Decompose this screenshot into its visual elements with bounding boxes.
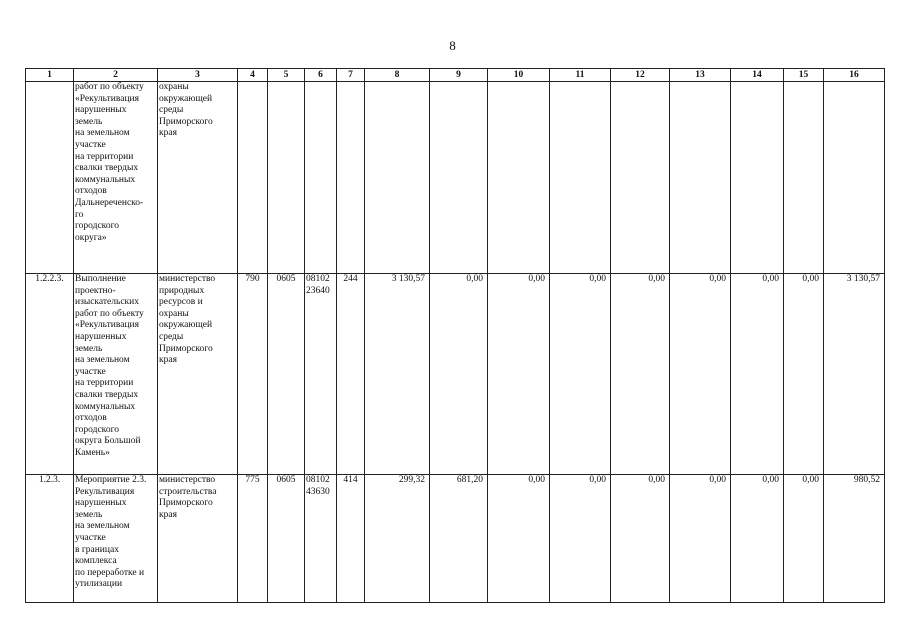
cell-c15	[784, 82, 824, 274]
cell-c5: 0605	[268, 274, 305, 475]
cell-c9	[430, 82, 488, 274]
cell-c10: 0,00	[488, 274, 550, 475]
row-id: 1.2.3.	[26, 475, 74, 603]
cell-c4: 775	[238, 475, 268, 603]
cell-c7	[337, 82, 365, 274]
cell-c14: 0,00	[731, 475, 784, 603]
cell-c13: 0,00	[670, 475, 731, 603]
header-cell: 13	[670, 69, 731, 82]
header-cell: 8	[365, 69, 430, 82]
row-id: 1.2.2.3.	[26, 274, 74, 475]
header-cell: 4	[238, 69, 268, 82]
table-row	[26, 274, 885, 475]
cell-c16: 3 130,57	[824, 274, 885, 475]
cell-c15: 0,00	[784, 274, 824, 475]
table-row	[26, 82, 885, 274]
cell-c6: 08102 23640	[305, 274, 337, 475]
cell-c5	[268, 82, 305, 274]
row-name: Мероприятие 2.3. Рекультивация нарушенных земель на земельном участке в границах комплекса по переработке и утилизации	[74, 475, 158, 603]
cell-c7: 414	[337, 475, 365, 603]
cell-c13	[670, 82, 731, 274]
cell-c15: 0,00	[784, 475, 824, 603]
cell-c8: 3 130,57	[365, 274, 430, 475]
page-number: 8	[449, 38, 456, 53]
header-cell: 15	[784, 69, 824, 82]
row-name: Выполнение проектно- изыскательских работ по объекту «Рекультивация нарушенных земель на земельном участке на территории свалки твердых коммунальных отходов городского округа Большой Камень»	[74, 274, 158, 475]
cell-c11	[550, 82, 611, 274]
header-cell: 9	[430, 69, 488, 82]
cell-c9: 0,00	[430, 274, 488, 475]
header-cell: 7	[337, 69, 365, 82]
row-id	[26, 82, 74, 274]
cell-c8: 299,32	[365, 475, 430, 603]
cell-c7: 244	[337, 274, 365, 475]
row-executor: министерство строительства Приморского края	[158, 475, 238, 603]
header-cell: 3	[158, 69, 238, 82]
cell-c4	[238, 82, 268, 274]
row-name: работ по объекту «Рекультивация нарушенных земель на земельном участке на территории свалки твердых коммунальных отходов Дальнереченско- го городского округа»	[74, 82, 158, 274]
header-cell: 1	[26, 69, 74, 82]
cell-c8	[365, 82, 430, 274]
cell-c12: 0,00	[611, 475, 670, 603]
cell-c4: 790	[238, 274, 268, 475]
header-cell: 14	[731, 69, 784, 82]
header-cell: 11	[550, 69, 611, 82]
header-cell: 6	[305, 69, 337, 82]
cell-c14: 0,00	[731, 274, 784, 475]
header-cell: 10	[488, 69, 550, 82]
cell-c11: 0,00	[550, 274, 611, 475]
header-cell: 16	[824, 69, 885, 82]
cell-c14	[731, 82, 784, 274]
cell-c12: 0,00	[611, 274, 670, 475]
table-row	[26, 475, 885, 603]
cell-c16: 980,52	[824, 475, 885, 603]
cell-c6	[305, 82, 337, 274]
cell-c5: 0605	[268, 475, 305, 603]
budget-table	[25, 68, 885, 603]
header-cell: 12	[611, 69, 670, 82]
cell-c6: 08102 43630	[305, 475, 337, 603]
cell-c16	[824, 82, 885, 274]
header-cell: 2	[74, 69, 158, 82]
cell-c10: 0,00	[488, 475, 550, 603]
cell-c12	[611, 82, 670, 274]
cell-c13: 0,00	[670, 274, 731, 475]
row-executor: министерство природных ресурсов и охраны окружающей среды Приморского края	[158, 274, 238, 475]
header-row	[26, 69, 885, 82]
cell-c10	[488, 82, 550, 274]
cell-c9: 681,20	[430, 475, 488, 603]
cell-c11: 0,00	[550, 475, 611, 603]
row-executor: охраны окружающей среды Приморского края	[158, 82, 238, 274]
header-cell: 5	[268, 69, 305, 82]
